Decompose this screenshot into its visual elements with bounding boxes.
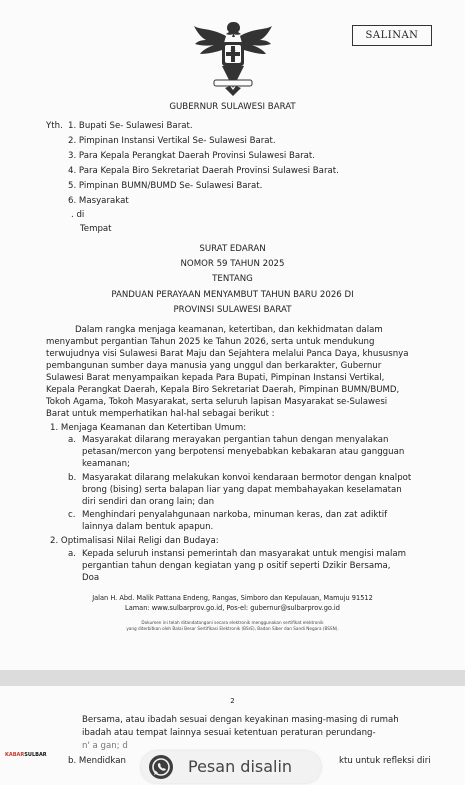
recipient-item: 3. Para Kepala Perangkat Daerah Provinsi Sulawesi Barat.: [68, 151, 316, 161]
logo-black: SULBAR: [24, 752, 47, 758]
list-item-line: keamanan;: [82, 459, 130, 469]
list-item-line: petasan/mercon yang berpotensi menyebabkan kebakaran atau gangguan: [82, 447, 405, 457]
di-label: . di: [71, 210, 85, 220]
intro-line: pembangunan sumber daya manusia yang unggul dan berkarakter, Gubernur: [46, 361, 382, 371]
toast-label: Pesan disalin: [188, 757, 293, 776]
recipient-item: 6. Masyarakat: [68, 196, 129, 206]
title-subject-line2: PROVINSI SULAWESI BARAT: [173, 305, 292, 315]
list-item-line: Masyarakat dilarang merayakan pergantian tahun dengan menyalakan: [82, 435, 389, 445]
garuda-emblem-icon: [192, 18, 274, 98]
tempat-label: Tempat: [80, 224, 112, 234]
recipient-item: 5. Pimpinan BUMN/BUMD Se- Sulawesi Barat.: [68, 181, 263, 191]
section-2-heading: 2. Optimalisasi Nilai Religi dan Budaya:: [50, 536, 219, 546]
intro-line: Sulawesi Barat menyampaikan kepada Para Bupati, Pimpinan Instansi Vertikal,: [46, 373, 385, 383]
office-heading: GUBERNUR SULAWESI BARAT: [169, 102, 296, 112]
list-item-line: Doa: [82, 573, 100, 583]
esign-note-line2: yang diterbitkan oleh Balai Besar Sertifikasi Elektronik (BSrE), Badan Siber dan Sandi Negara (BSSN).: [126, 626, 339, 631]
recipient-item: 2. Pimpinan Instansi Vertikal Se- Sulawesi Barat.: [68, 136, 276, 146]
list-item-line: pergantian tahun dengan kegiatan yang p ositif seperti Dzikir Bersama,: [82, 561, 391, 571]
title-subject-line1: PANDUAN PERAYAAN MENYAMBUT TAHUN BARU 2026 DI: [111, 290, 354, 300]
list-marker: b.: [68, 473, 77, 483]
yth-label: Yth.: [46, 121, 63, 131]
title-nomor: NOMOR 59 TAHUN 2025: [180, 259, 285, 269]
title-surat-edaran: SURAT EDARAN: [199, 244, 266, 254]
intro-line: menyambut pergantian Tahun 2025 ke Tahun 2026, serta untuk mendukung: [46, 337, 375, 347]
intro-line: Dalam rangka menjaga keamanan, ketertiban, dan kekhidmatan dalam: [75, 325, 383, 335]
whatsapp-icon: [149, 755, 173, 779]
logo-red: KABAR: [5, 752, 25, 758]
intro-line: terwujudnya visi Sulawesi Barat Maju dan Sejahtera melalui Panca Daya, khususnya: [46, 349, 409, 359]
intro-line: Tokoh Agama, Tokoh Masyarakat, serta seluruh lapisan Masyarakat se-Sulawesi: [46, 397, 388, 407]
footer-contact: Laman: www.sulbarprov.go.id, Pos-el: gubernur@sulbarprov.go.id: [125, 604, 340, 612]
kabarsulbar-logo: [5, 752, 47, 758]
title-tentang: TENTANG: [212, 274, 253, 284]
page2-line: Bersama, atau ibadah sesuai dengan keyakinan masing-masing di rumah: [82, 715, 399, 725]
esign-note-line1: Dokumen ini telah ditandatangani secara elektronik menggunakan sertifikat elektronik: [141, 620, 324, 625]
list-item-line: Masyarakat dilarang melakukan konvoi kendaraan bermotor dengan knalpot: [82, 473, 412, 483]
intro-line: Kepala Perangkat Daerah, Kepala Biro Sekretariat Daerah, Pimpinan BUMN/BUMD,: [46, 385, 400, 395]
list-item-line: lainnya dalam bentuk apapun.: [82, 522, 214, 532]
list-marker: a.: [68, 435, 76, 445]
page2-line: ibadah atau tempat lainnya sesuai ketentuan peraturan perundang-: [82, 728, 376, 738]
recipient-item: 1. Bupati Se- Sulawesi Barat.: [68, 121, 193, 131]
page2-line: ktu untuk refleksi diri: [339, 756, 431, 766]
list-item-line: brong (bising) serta balapan liar yang dapat membahayakan keselamatan: [82, 485, 402, 495]
intro-line: Barat untuk memperhatikan hal-hal sebagai berikut :: [46, 409, 275, 419]
copied-toast: [141, 751, 321, 783]
list-item-line: Kepada seluruh instansi pemerintah dan masyarakat untuk mengisi malam: [82, 549, 406, 559]
page2-line: n' a gan; d: [82, 741, 128, 751]
list-item-line: diri sendiri dan orang lain; dan: [82, 497, 215, 507]
section-1-heading: 1. Menjaga Keamanan dan Ketertiban Umum:: [50, 423, 247, 433]
list-marker: c.: [68, 510, 76, 520]
page-number: 2: [230, 697, 235, 705]
salinan-stamp: SALINAN: [352, 25, 432, 46]
footer-address: Jalan H. Abd. Malik Pattana Endeng, Rangas, Simboro dan Kepulauan, Mamuju 91512: [92, 594, 373, 602]
list-item-line: Menghindari penyalahgunaan narkoba, minuman keras, dan zat adiktif: [82, 510, 388, 520]
list-marker: a.: [68, 549, 76, 559]
page2-line: b. Mendidkan: [68, 756, 126, 766]
recipient-item: 4. Para Kepala Biro Sekretariat Daerah Provinsi Sulawesi Barat.: [68, 166, 339, 176]
